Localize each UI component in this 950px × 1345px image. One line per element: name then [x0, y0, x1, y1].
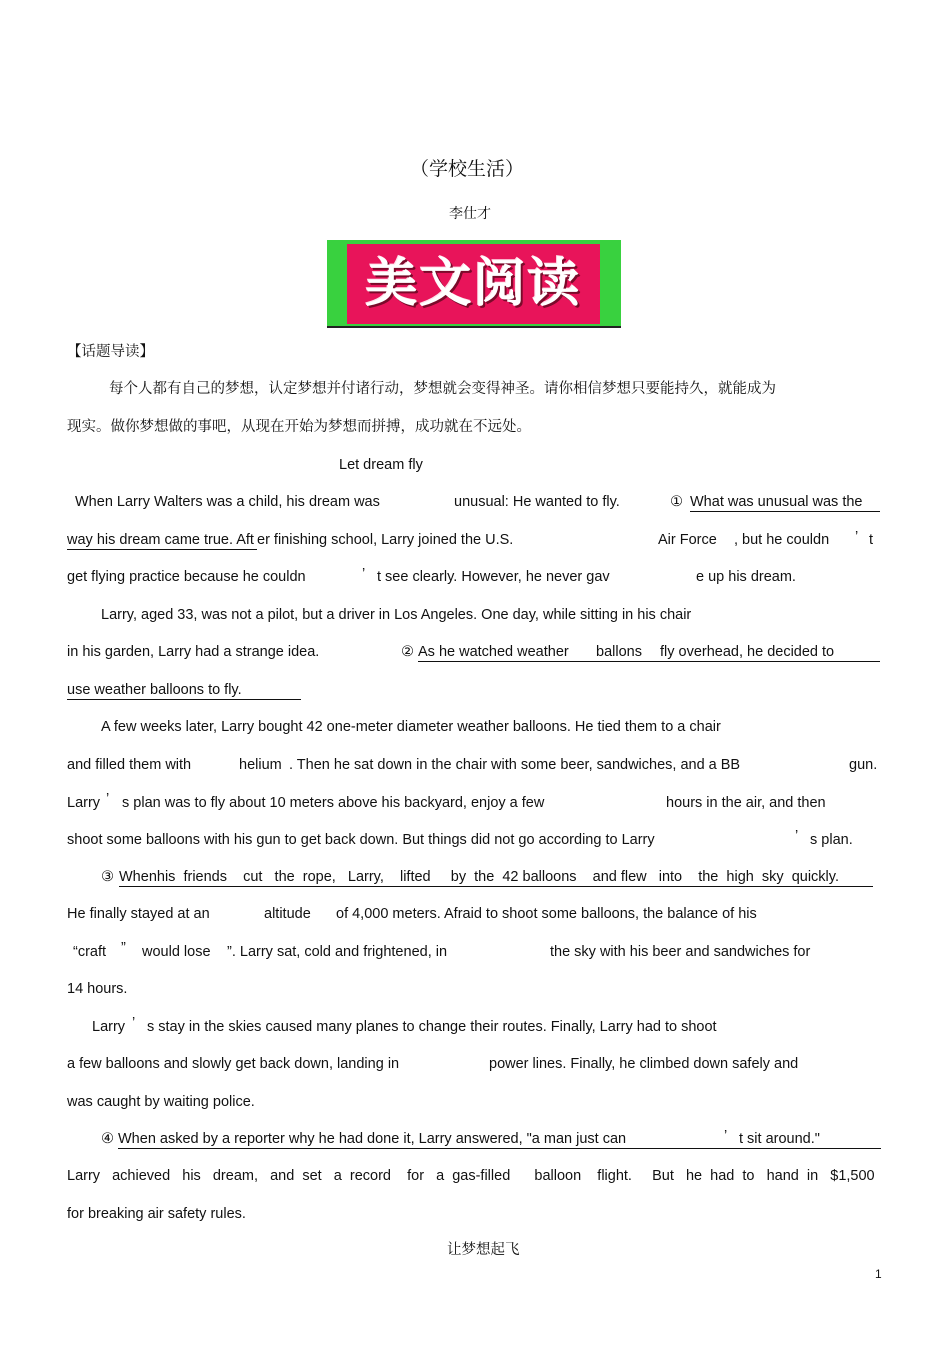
p1-line2-b: er finishing school, Larry joined the U.S.: [257, 532, 514, 548]
article-title: Let dream fly: [339, 457, 423, 473]
p5-line3: was caught by waiting police.: [67, 1094, 255, 1110]
p4-line3-c: would lose: [142, 944, 211, 960]
p3-line2-b: helium: [239, 757, 282, 773]
p3-line2-c: . Then he sat down in the chair with some beer, sandwiches, and a BB: [289, 757, 741, 773]
p1-line2-c: Air Force: [658, 532, 717, 548]
p3-line1: A few weeks later, Larry bought 42 one-meter diameter weather balloons. He tied them to a chair: [101, 719, 721, 735]
p1-line2-apostrophe: ’: [855, 529, 859, 545]
p1-line2-f: t: [869, 532, 874, 548]
p3-line2-d: gun.: [849, 757, 878, 773]
page-title: （学校生活）: [410, 158, 525, 180]
underline: [119, 886, 873, 887]
p2-line2-e: fly overhead, he decided to: [660, 644, 835, 660]
p2-line2-d: ballons: [596, 644, 642, 660]
p4-line2-a: He finally stayed at an: [67, 906, 210, 922]
p1-line2-d: , but he couldn: [734, 532, 830, 548]
p4-line1-underlined: Whenhis friends cut the rope, Larry, lifted by the 42 balloons and flew into the high sky quickly.: [119, 869, 839, 885]
p1-line1-b: unusual: He wanted to fly.: [454, 494, 620, 510]
translation-title: 让梦想起飞: [447, 1242, 520, 1258]
marker-1: ①: [670, 494, 683, 510]
p2-line2-c: As he watched weather: [418, 644, 569, 660]
p4-line4: 14 hours.: [67, 981, 128, 997]
banner-panel: [347, 244, 600, 324]
marker-3: ③: [101, 869, 114, 885]
p6-line1-apostrophe: ’: [724, 1128, 728, 1144]
intro-line-2: 现实。做你梦想做的事吧，从现在开始为梦想而拼搏，成功就在不远处。: [67, 419, 531, 435]
p4-line2-c: of 4,000 meters. Afraid to shoot some balloons, the balance of his: [336, 906, 757, 922]
underline: [67, 549, 257, 550]
p4-line2-b: altitude: [264, 906, 311, 922]
underline: [690, 511, 880, 512]
p3-line2-a: and filled them with: [67, 757, 192, 773]
p2-line2-a: in his garden, Larry had a strange idea.: [67, 644, 320, 660]
author: 李仕才: [449, 206, 491, 222]
p2-line1: Larry, aged 33, was not a pilot, but a driver in Los Angeles. One day, while sitting in his chair: [101, 607, 692, 623]
p1-line1-a: When Larry Walters was a child, his dream was: [75, 494, 380, 510]
banner-image: [327, 240, 621, 328]
p3-line3-a: Larry: [67, 795, 101, 811]
p4-line3-e: the sky with his beer and sandwiches for: [550, 944, 811, 960]
p3-line4-apostrophe: ’: [795, 828, 799, 844]
intro-heading: 【话题导读】: [67, 344, 154, 360]
p5-line1-c: s stay in the skies caused many planes to change their routes. Finally, Larry had to shoot: [147, 1019, 717, 1035]
p4-line3-b: ”: [121, 940, 126, 956]
p1-line3-d: e up his dream.: [696, 569, 796, 585]
p5-line2-a: a few balloons and slowly get back down, landing in: [67, 1056, 400, 1072]
banner-text: 美文阅读: [365, 253, 582, 314]
intro-line-1: 每个人都有自己的梦想，认定梦想并付诸行动，梦想就会变得神圣。请你相信梦想只要能持久，就能成为: [109, 381, 776, 397]
p5-line2-b: power lines. Finally, he climbed down safely and: [489, 1056, 799, 1072]
p2-line3-underlined: use weather balloons to fly.: [67, 682, 242, 698]
p3-line4-c: s plan.: [810, 832, 853, 848]
p5-line1-apostrophe: ’: [132, 1015, 136, 1031]
underline: [67, 699, 301, 700]
p1-line2-underlined: way his dream came true. Aft: [67, 532, 254, 548]
page-number: 1: [875, 1267, 882, 1281]
p6-line1-d: t sit around.": [739, 1131, 820, 1147]
marker-2: ②: [401, 644, 414, 660]
p5-line1-a: Larry: [92, 1019, 126, 1035]
p1-line3-a: get flying practice because he couldn: [67, 569, 306, 585]
underline: [418, 661, 880, 662]
p1-line1-underlined: What was unusual was the: [690, 494, 863, 510]
p1-line3-apostrophe: ’: [362, 566, 366, 582]
p6-line2: Larry achieved his dream, and set a record for a gas-filled balloon flight. But he had to hand in $1,500: [67, 1168, 875, 1184]
p6-line1-b: When asked by a reporter why he had done it, Larry answered, "a man just can: [118, 1131, 627, 1147]
p3-line4-a: shoot some balloons with his gun to get back down. But things did not go according to Larry: [67, 832, 655, 848]
p1-line3-c: t see clearly. However, he never gav: [377, 569, 610, 585]
p4-line3-a: “craft: [73, 944, 107, 960]
p6-line3: for breaking air safety rules.: [67, 1206, 246, 1222]
p3-line3-apostrophe: ’: [106, 791, 110, 807]
p3-line3-c: s plan was to fly about 10 meters above his backyard, enjoy a few: [122, 795, 545, 811]
p3-line3-d: hours in the air, and then: [666, 795, 826, 811]
marker-4: ④: [101, 1131, 114, 1147]
underline: [118, 1148, 881, 1149]
p4-line3-d: ”. Larry sat, cold and frightened, in: [227, 944, 448, 960]
